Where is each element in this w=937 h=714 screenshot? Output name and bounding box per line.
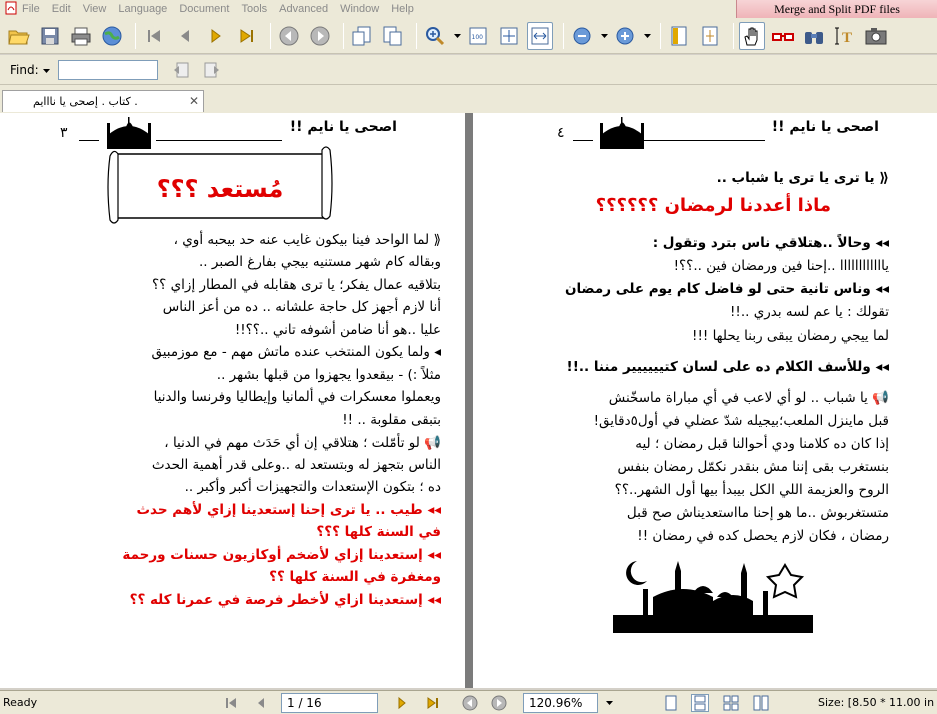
fit-width-button[interactable] <box>527 22 553 50</box>
page-header-title: اصحى يا نايم !! <box>771 119 879 135</box>
zoom-tool-button[interactable] <box>422 22 448 50</box>
header-rule <box>643 140 765 141</box>
prev-page-icon <box>254 696 268 710</box>
document-tabs <box>0 85 937 113</box>
back-icon <box>462 695 478 711</box>
mosque-icon <box>597 115 647 149</box>
toolbar-separator <box>270 23 271 49</box>
text-line: مثلاً :) - بيقعدوا يجهزوا من قبلها بشهر .. <box>216 367 441 383</box>
text-line: بنستغرب بقى إننا مش بنقدر نكمّل رمضان بنفس <box>617 459 889 475</box>
main-toolbar <box>0 18 937 54</box>
rotate-ccw-icon <box>351 25 373 47</box>
back-icon <box>278 25 300 47</box>
first-page-icon <box>224 696 238 710</box>
rotate-cw-button[interactable] <box>380 22 406 50</box>
zoom-dropdown[interactable] <box>453 22 461 50</box>
fit-page-icon <box>499 26 519 46</box>
pdf-page-3 <box>0 113 465 688</box>
print-icon <box>70 26 92 46</box>
mosque-icon <box>104 115 154 149</box>
zoom-out-button[interactable] <box>569 22 595 50</box>
chevron-down-icon <box>644 34 651 38</box>
zoom-in-button[interactable] <box>612 22 638 50</box>
text-line: ◂◂ وحالاً ..هتلاقي ناس بترد وتقول : <box>652 235 889 251</box>
facing-view-icon <box>723 695 739 711</box>
page-size-label: Size: [8.50 * 11.00 in <box>818 696 935 709</box>
text-line: ⟪ لما الواحد فينا بيكون غايب عنه حد بيحبه أوي ، <box>173 232 441 248</box>
text-line: قبل ماينزل الملعب؛بيجيله شدّ عضلي في أول٥دقايق! <box>593 413 889 429</box>
text-line: ⟪ يا ترى يا ترى يا شباب .. <box>716 170 889 186</box>
double-arrow-icon: ◂◂ <box>875 235 889 251</box>
glasses-button[interactable] <box>770 22 796 50</box>
double-arrow-icon: ◂◂ <box>427 502 441 518</box>
view-continuous-button[interactable] <box>691 694 709 712</box>
chevron-down-icon <box>43 69 50 73</box>
single-page-view-icon <box>664 695 678 711</box>
menu-help[interactable]: Help <box>391 3 414 15</box>
text-line-highlight: ◂◂ إستعدينا ازاي لأخطر فرصة في عمرنا كله ؟؟ <box>129 592 441 608</box>
status-back-button[interactable] <box>461 694 479 712</box>
zoom-out-icon <box>572 26 592 46</box>
view-facing-button[interactable] <box>722 694 740 712</box>
text-line: وبقاله كام شهر مستنيه بيجي بفارغ الصبر .. <box>199 254 441 270</box>
text-line: ويعملوا معسكرات في ألمانيا وإيطاليا وفرنسا والدنيا <box>153 389 441 405</box>
text-select-icon <box>833 25 857 47</box>
find-next-icon <box>202 61 222 79</box>
continuous-view-icon <box>693 695 707 711</box>
save-button[interactable] <box>37 22 63 50</box>
web-icon <box>101 25 123 47</box>
actual-size-button[interactable] <box>465 22 491 50</box>
menu-view[interactable]: View <box>82 3 107 15</box>
snapshot-icon <box>864 26 888 46</box>
last-page-icon <box>238 27 256 45</box>
binoculars-button[interactable] <box>801 22 827 50</box>
status-next-page-button[interactable] <box>393 694 411 712</box>
toolbar-separator <box>563 23 564 49</box>
view-single-page-button[interactable] <box>662 694 680 712</box>
text-line: ◂◂ وللأسف الكلام ده على لسان كتيييييير مننا ..!! <box>566 359 889 375</box>
text-line: بتبقى مقلوبة .. !! <box>342 412 441 428</box>
bookmark-button[interactable] <box>666 22 692 50</box>
view-continuous-facing-button[interactable] <box>752 694 770 712</box>
text-line: ◂ ولما يكون المنتخب عنده ماتش مهم - مع موزمبيق <box>151 344 441 360</box>
header-rule <box>79 140 99 141</box>
find-input[interactable] <box>58 60 158 80</box>
toolbar-separator <box>660 23 661 49</box>
find-prev-icon <box>171 61 191 79</box>
header-rule <box>573 140 593 141</box>
megaphone-icon: 📢 <box>872 390 889 406</box>
forward-icon <box>309 25 331 47</box>
chevron-down-icon <box>606 701 613 705</box>
text-line-highlight: في السنة كلها ؟؟؟ <box>316 524 441 540</box>
zoom-in-icon <box>615 26 635 46</box>
status-first-page-button[interactable] <box>222 694 240 712</box>
status-last-page-button[interactable] <box>424 694 442 712</box>
first-page-icon <box>145 27 163 45</box>
zoom-level-dropdown[interactable] <box>600 694 618 712</box>
find-bar <box>0 55 937 85</box>
open-icon <box>8 26 30 46</box>
header-rule <box>156 140 282 141</box>
status-text: Ready <box>3 696 38 709</box>
bullet-icon: ◂ <box>434 344 441 360</box>
text-line: إذا كان ده كلامنا ودي أحوالنا قبل رمضان ؛ ليه <box>635 436 889 452</box>
next-page-icon <box>207 27 225 45</box>
text-line: بتلاقيه عمال يفكر؛ يا ترى هقابله في المطار إزاي ؟؟ <box>151 277 441 293</box>
zoom-in-dropdown[interactable] <box>643 22 651 50</box>
status-forward-button[interactable] <box>490 694 508 712</box>
pdf-page-4 <box>473 113 937 688</box>
chevron-down-icon <box>601 34 608 38</box>
speaker-icon: ⟪ <box>433 232 441 248</box>
bookmark-icon <box>669 25 689 47</box>
page-number: ٤ <box>557 125 565 141</box>
page-number-field[interactable]: 1 / 16 <box>281 693 378 713</box>
find-prev-button[interactable] <box>168 56 194 84</box>
rotate-cw-icon <box>382 25 404 47</box>
text-line: أنا لازم أجهز كل حاجة علشانه .. ده من أعز الناس <box>162 299 441 315</box>
text-line: عليا ..هو أنا ضامن أشوفه تاني ..؟؟!! <box>234 322 441 338</box>
find-next-button[interactable] <box>199 56 225 84</box>
text-line-highlight: ◂◂ إستعدينا إزاي لأضخم أوكازيون حسنات ورحمة <box>122 547 441 563</box>
status-bar <box>0 690 937 714</box>
text-line: لما ييجي رمضان يبقى ربنا يحلها !!! <box>692 328 889 344</box>
text-line: ده ؛ بتكون الإستعدات والتجهيزات أكبر وأكبر .. <box>184 479 441 495</box>
rotate-ccw-button[interactable] <box>349 22 375 50</box>
menu-bar <box>0 0 937 18</box>
text-line: ◂◂ وناس تانية حتى لو فاضل كام يوم على رمضان <box>564 281 889 297</box>
hand-icon <box>741 25 763 47</box>
open-button[interactable] <box>6 22 32 50</box>
save-icon <box>40 26 60 46</box>
glasses-icon <box>771 26 795 46</box>
svg-text:T: T <box>842 29 853 46</box>
document-view[interactable] <box>0 113 937 688</box>
fit-page-button[interactable] <box>496 22 522 50</box>
banner-heading: مُستعد ؟؟؟ <box>156 175 284 203</box>
toolbar-separator <box>416 23 417 49</box>
menu-advanced[interactable]: Advanced <box>279 3 329 15</box>
double-arrow-icon: ◂◂ <box>875 281 889 297</box>
promo-label: Merge and Split PDF files <box>774 1 900 16</box>
section-heading: ماذا أعددنا لرمضان ؟؟؟؟؟؟ <box>595 195 831 216</box>
text-line: 📢 لو تأمّلت ؛ هتلاقي إن أي حَدَث مهم في الدنيا ، <box>164 435 441 451</box>
first-page-button[interactable] <box>141 22 167 50</box>
menu-file[interactable]: File <box>0 0 46 18</box>
single-page-icon <box>700 25 720 47</box>
svg-text:100: 100 <box>471 33 483 41</box>
text-line: متستغربوش ..ما هو إحنا مااستعديناش صح قبل <box>626 505 889 521</box>
binoculars-icon <box>803 26 825 46</box>
next-page-icon <box>395 696 409 710</box>
text-select-button[interactable] <box>832 22 858 50</box>
single-page-button[interactable] <box>697 22 723 50</box>
toolbar-separator <box>733 23 734 49</box>
app-icon <box>4 1 18 15</box>
double-arrow-icon: ◂◂ <box>427 547 441 563</box>
find-label: Find: <box>10 62 39 77</box>
toolbar-separator <box>343 23 344 49</box>
double-arrow-icon: ◂◂ <box>875 359 889 375</box>
text-line-highlight: ◂◂ طيب .. يا ترى إحنا إستعدينا إزاي لأهم حدث <box>136 502 441 518</box>
snapshot-button[interactable] <box>863 22 889 50</box>
zoom-level-field[interactable]: 120.96% <box>523 693 598 713</box>
next-page-button[interactable] <box>203 22 229 50</box>
actual-size-icon <box>468 26 488 46</box>
hand-tool-button[interactable] <box>739 22 765 50</box>
tab-document[interactable] <box>2 90 204 112</box>
text-line-highlight: ومغفرة في السنة كلها ؟؟ <box>269 569 441 585</box>
merge-split-promo-button[interactable] <box>736 0 937 18</box>
web-button[interactable] <box>99 22 125 50</box>
menu-tools[interactable]: Tools <box>241 3 268 15</box>
menu-edit[interactable]: Edit <box>51 3 71 15</box>
menu-document[interactable]: Document <box>179 3 230 15</box>
forward-button[interactable] <box>307 22 333 50</box>
zoom-out-dropdown[interactable] <box>600 22 608 50</box>
double-arrow-icon: ◂◂ <box>427 592 441 608</box>
prev-page-button[interactable] <box>172 22 198 50</box>
page-number: ٣ <box>60 125 68 141</box>
chevron-down-icon <box>454 34 461 38</box>
text-line: تقولك : يا عم لسه بدري ..!! <box>730 304 889 320</box>
print-button[interactable] <box>68 22 94 50</box>
continuous-facing-view-icon <box>753 695 769 711</box>
megaphone-icon: 📢 <box>424 435 441 451</box>
close-icon[interactable]: ✕ <box>188 94 199 108</box>
tab-title: كتاب . إصحى يا نااايم . <box>33 95 138 108</box>
page-header-title: اصحى يا نايم !! <box>289 119 397 135</box>
toolbar-separator <box>135 23 136 49</box>
last-page-button[interactable] <box>234 22 260 50</box>
back-button[interactable] <box>276 22 302 50</box>
zoom-icon <box>424 25 446 47</box>
mosque-illustration-icon <box>613 553 813 633</box>
fit-width-icon <box>530 26 550 46</box>
prev-page-icon <box>176 27 194 45</box>
text-line: ياااااااااااا ..إحنا فين ورمضان فين ..؟؟! <box>673 258 889 274</box>
last-page-icon <box>426 696 440 710</box>
find-options-dropdown[interactable] <box>43 63 50 76</box>
speaker-icon: ⟪ <box>879 170 889 186</box>
text-line: 📢 يا شباب .. لو أي لاعب في أي مباراة ماسخّنش <box>608 390 889 406</box>
status-prev-page-button[interactable] <box>252 694 270 712</box>
text-line: الروح والعزيمة اللي الكل بيبدأ بيها أول الشهر..؟؟ <box>614 482 889 498</box>
forward-icon <box>491 695 507 711</box>
menu-window[interactable]: Window <box>340 3 380 15</box>
menu-language[interactable]: Language <box>118 3 168 15</box>
text-line: الناس بتجهز له وبتستعد له ..وعلى قدر أهمية الحدث <box>151 457 441 473</box>
text-line: رمضان ، فكان لازم يحصل كده في رمضان !! <box>637 528 889 544</box>
